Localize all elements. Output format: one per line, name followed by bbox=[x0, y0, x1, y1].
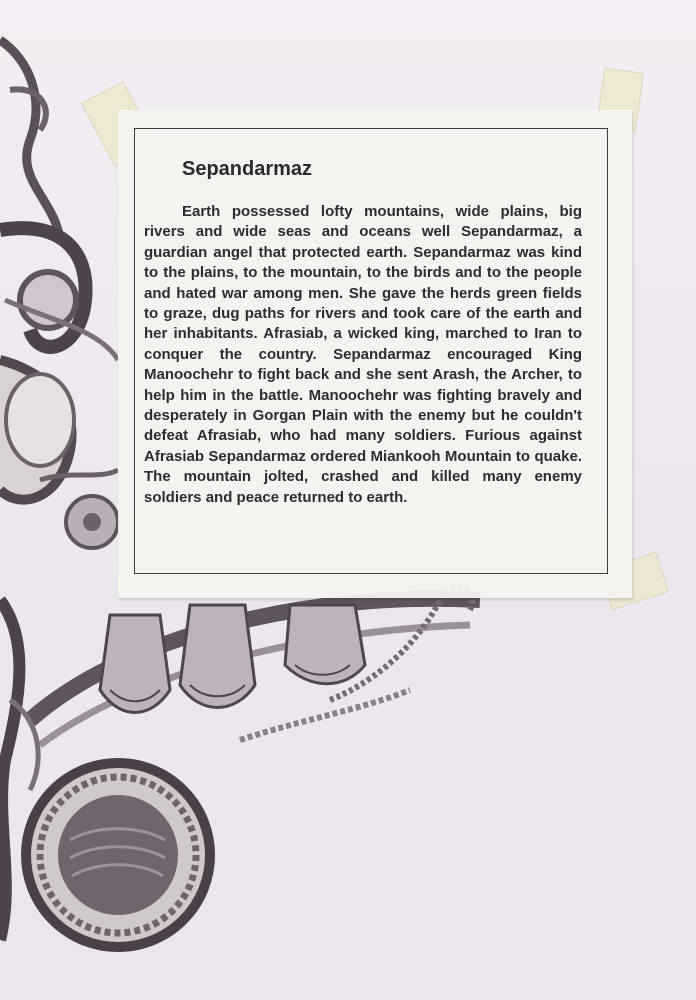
story-body: Earth possessed lofty mountains, wide plains, big rivers and wide seas and oceans well Sepandarmaz, a guardian angel that protected earth. Sepandarmaz was kind to the plains, to the mountain, to the birds and to the people and hated war among men. She gave the herds green fields to graze, dug paths for rivers and took care of the earth and her inhabitants. Afrasiab, a wicked king, marched to Iran to conquer the country. Sepandarmaz encouraged King Manoochehr to fight back and she sent Arash, the Archer, to help him in the battle. Manoochehr was fighting bravely and desperately in Gorgan Plain with the enemy but he couldn't defeat Afrasiab, who had many soldiers. Furious against Afrasiab Sepandarmaz ordered Miankooh Mountain to quake. The mountain jolted, crashed and killed many enemy soldiers and peace returned to earth. bbox=[144, 203, 582, 506]
story-title: Sepandarmaz bbox=[182, 158, 313, 180]
pasted-text-card bbox=[118, 110, 632, 598]
